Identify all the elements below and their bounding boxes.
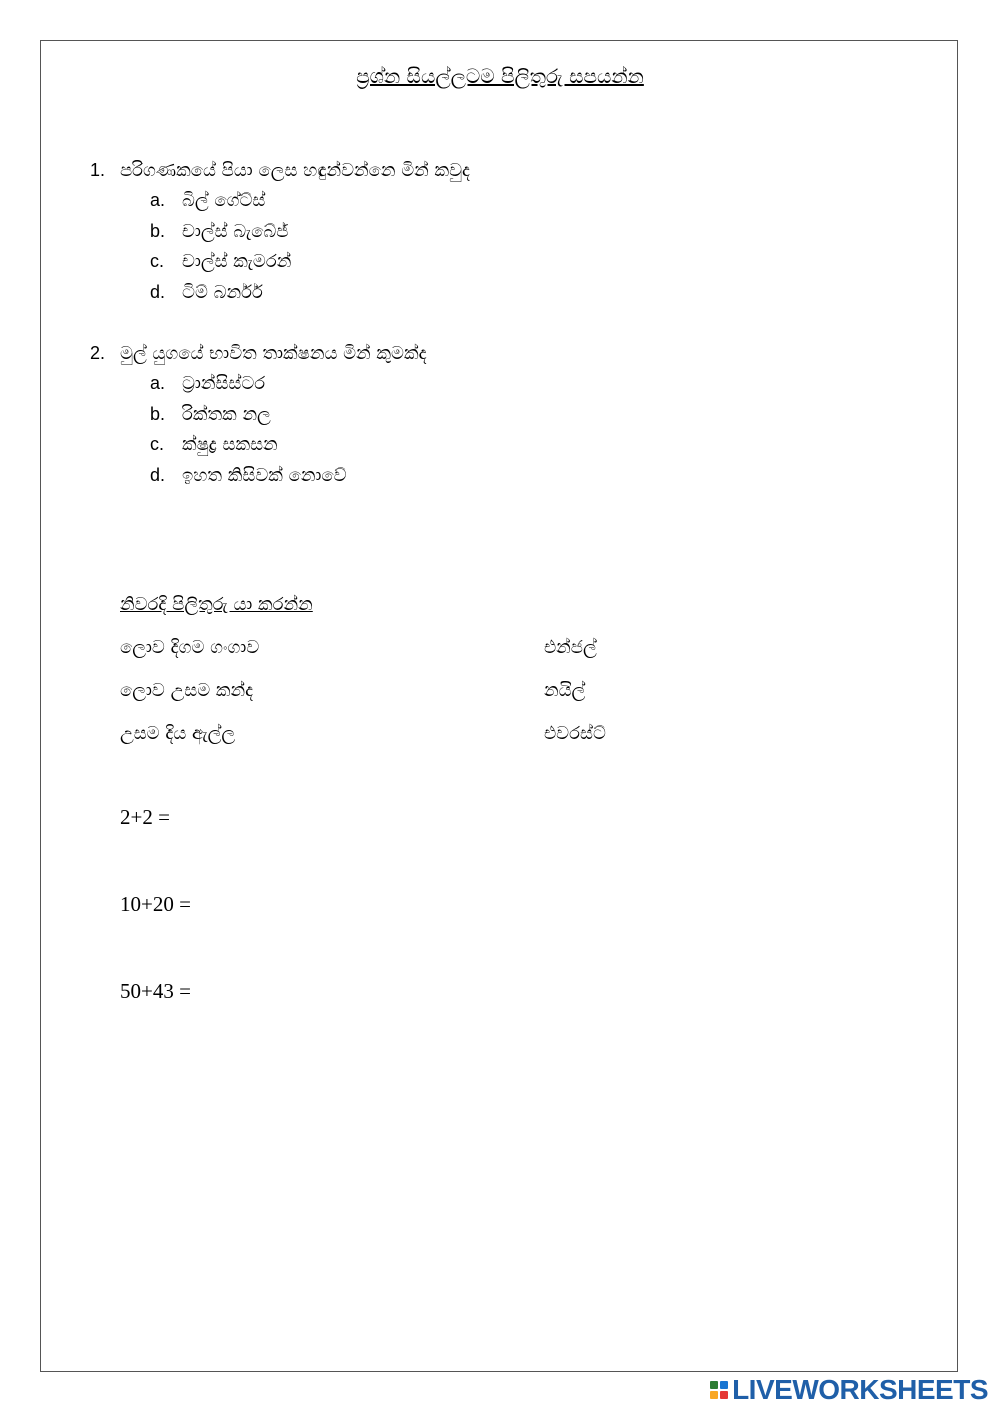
matching-right-item[interactable]: නයිල් xyxy=(544,680,586,701)
question-text: මුල් යුගයේ භාවිත තාක්ෂනය මින් කුමක්ද xyxy=(120,343,427,364)
option-text: ට්‍රාන්සිස්ටර xyxy=(182,373,266,394)
option-text: ඉහත කිසිවක් නොවේ xyxy=(182,465,347,486)
option-letter: a. xyxy=(150,190,166,210)
logo-square xyxy=(710,1381,718,1389)
matching-right-item[interactable]: එවරස්ට් xyxy=(544,723,606,744)
option-letter: b. xyxy=(150,404,166,424)
option-text: රික්තක නල xyxy=(182,404,271,425)
logo-text: LIVEWORKSHEETS xyxy=(732,1374,988,1405)
question-2-option-c[interactable] xyxy=(150,434,278,455)
logo-square xyxy=(720,1381,728,1389)
question-1-option-b[interactable] xyxy=(150,221,288,242)
question-text: පරිගණකයේ පියා ලෙස හඳුන්වන්නෙ මින් කවුද xyxy=(120,160,471,181)
math-problem: 50+43 = xyxy=(120,979,191,1003)
option-text: බිල් ගේට්ස් xyxy=(182,190,266,211)
option-text: චාල්ස් කැමරන් xyxy=(182,251,292,272)
option-letter: b. xyxy=(150,221,166,241)
question-1 xyxy=(90,160,470,181)
question-1-option-d[interactable] xyxy=(150,282,263,303)
math-problem: 10+20 = xyxy=(120,892,191,916)
question-2-option-b[interactable] xyxy=(150,404,271,425)
question-1-option-a[interactable] xyxy=(150,190,265,211)
logo-square xyxy=(710,1391,718,1399)
option-letter: c. xyxy=(150,251,165,271)
matching-left-item[interactable]: උසම දිය ඇල්ල xyxy=(120,723,236,744)
liveworksheets-logo xyxy=(710,1374,988,1406)
math-problem: 2+2 = xyxy=(120,805,170,829)
logo-square xyxy=(720,1391,728,1399)
question-1-option-c[interactable] xyxy=(150,251,291,272)
matching-title: නිවරදි පිලිතුරු යා කරන්න xyxy=(120,594,313,615)
option-letter: d. xyxy=(150,465,166,485)
option-text: ටිම් බර්නර් xyxy=(182,282,263,303)
matching-right-item[interactable]: එන්ජල් xyxy=(544,637,597,658)
matching-left-item[interactable]: ලොව දිගම ගංගාව xyxy=(120,637,260,658)
question-2-option-a[interactable] xyxy=(150,373,265,394)
worksheet-title: ප්‍රශ්න සියල්ලටම පිලිතුරු සපයන්න xyxy=(356,64,644,88)
option-letter: a. xyxy=(150,373,166,393)
option-letter: c. xyxy=(150,434,165,454)
matching-left-item[interactable]: ලොව උසම කන්ද xyxy=(120,680,254,701)
question-number: 1. xyxy=(90,160,106,180)
option-text: චාල්ස් බැබේජ් xyxy=(182,221,289,242)
option-letter: d. xyxy=(150,282,166,302)
question-2-option-d[interactable] xyxy=(150,465,347,486)
option-text: ක්ෂුද්‍ර සකසන xyxy=(182,434,278,455)
question-2 xyxy=(90,343,427,364)
logo-grid-icon xyxy=(710,1381,728,1399)
question-number: 2. xyxy=(90,343,106,363)
